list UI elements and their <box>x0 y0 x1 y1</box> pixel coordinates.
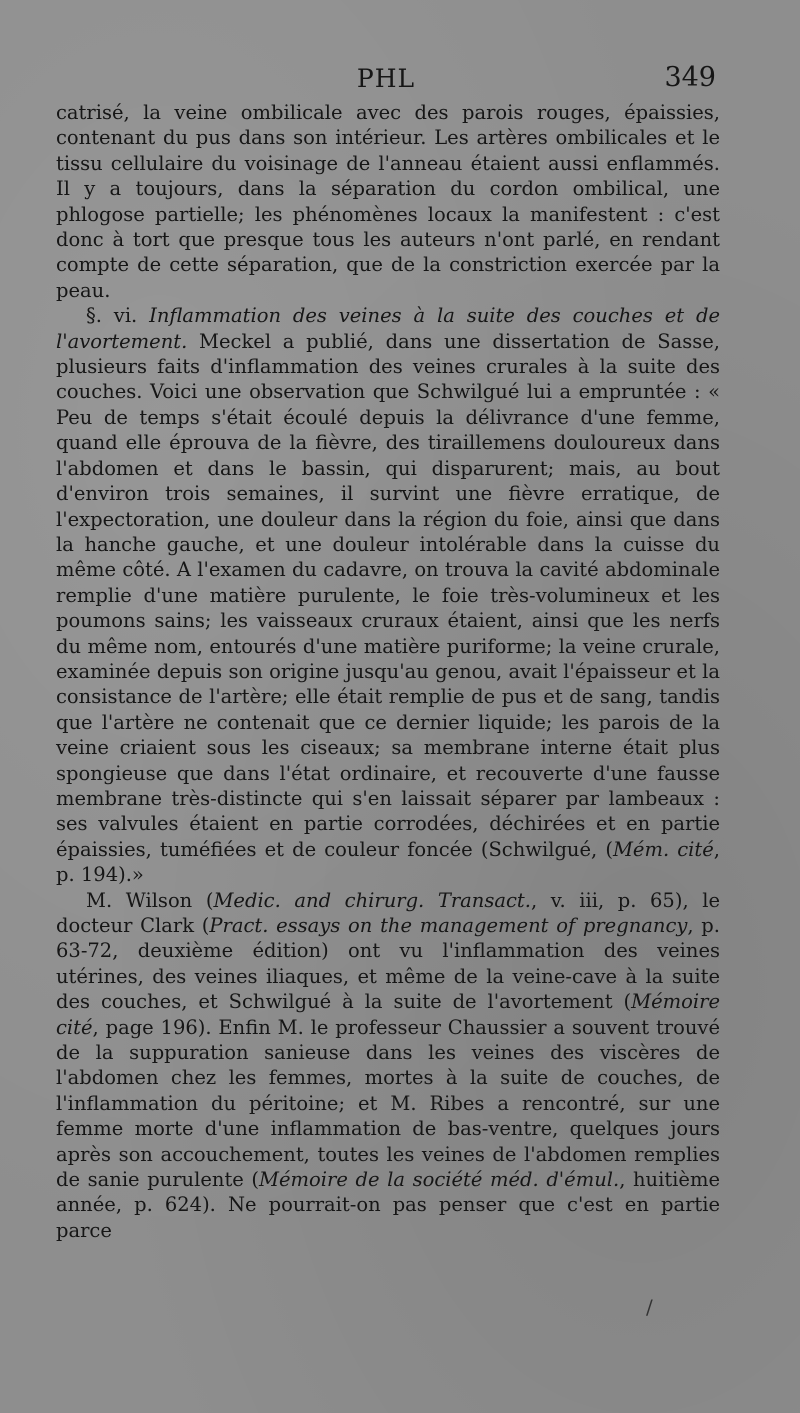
text-run: M. Wilson ( <box>86 888 214 912</box>
italic-citation: Pract. essays on the management of pregnancy <box>209 914 688 937</box>
stray-mark: / <box>646 1295 653 1319</box>
text-run: , v. iii, p. 65), le docteur Clark ( <box>56 888 721 937</box>
paragraph-2 <box>56 303 720 887</box>
paragraph-1 <box>56 100 720 303</box>
page-header <box>56 60 716 96</box>
body-text <box>56 100 720 1243</box>
text-run: , p. 194).» <box>56 837 720 887</box>
running-head: PHL <box>356 64 416 93</box>
text-run: Meckel a publié, dans une dissertation de Sasse, plusieurs faits d'inflammation des veines crurales à la suite des couches. Voici une observation que Schwilgué lui a empruntée : « Peu de temps s'était écoulé depuis la délivrance d'une femme, quand elle éprouva de la fièvre, des tiraillemens douloureux dans l'abdomen et dans le bassin, qui disparurent; mais, au bout d'environ trois semaines, il survint une fièvre erratique, de l'expectoration, une douleur dans la région du foie, ainsi que dans la hanche gauche, et une douleur intolérable dans la cuisse du même côté. A l'examen du cadavre, on trouva la cavité abdominale remplie d'une matière purulente, le foie très-volumineux et les poumons sains; les vaisseaux cruraux étaient, ainsi que les nerfs du même nom, entourés d'une matière puriforme; la veine crurale, examinée depuis son origine jusqu'au genou, avait l'épaisseur et la consistance de l'artère; elle était remplie de pus et de sang, tandis que l'artère ne contenait que ce dernier liquide; les parois de la veine criaient sous les ciseaux; sa membrane interne était plus spongieuse que dans l'état ordinaire, et recouverte d'une fausse membrane très-distincte qui s'en laissait séparer par lambeaux : ses valvules étaient en partie corrodées, déchirées et en partie épaissies, tuméfiées et de couleur foncée (Schwilgué, ( <box>56 329 720 861</box>
text-run: catrisé, la veine ombilicale avec des parois rouges, épaissies, contenant du pus dans son intérieur. Les artères ombilicales et le tissu cellulaire du voisinage de l'anneau étaient aussi enflammés. Il y a toujours, dans la séparation du cordon ombilical, une phlogose partielle; les phénomènes locaux la manifestent : c'est donc à tort que presque tous les auteurs n'ont parlé, en rendant compte de cette séparation, que de la constriction exercée par la peau. <box>56 101 720 302</box>
text-run: §. vi. <box>86 304 150 328</box>
text-run: , p. 63-72, deuxième édition) ont vu l'inflammation des veines utérines, des veines iliaques, et même de la veine-cave à la suite des couches, et Schwilgué à la suite de l'avortement ( <box>56 914 720 1014</box>
text-run: , huitième année, p. 624). Ne pourrait-on pas penser que c'est en partie parce <box>56 1168 720 1242</box>
italic-citation: Inflammation des veines à la suite des couches et de l'avortement. <box>56 304 720 353</box>
italic-citation: Medic. and chirurg. Transact. <box>213 888 531 912</box>
italic-citation: Mém. cité <box>612 837 714 861</box>
italic-citation: Mémoire cité <box>56 990 720 1039</box>
page-number: 349 <box>664 62 716 93</box>
italic-citation: Mémoire de la société méd. d'émul. <box>259 1168 620 1192</box>
paragraph-3 <box>56 888 720 1244</box>
text-run: , page 196). Enfin M. le professeur Chaussier a souvent trouvé de la suppuration sanieuse dans les veines des viscères de l'abdomen chez les femmes, mortes à la suite de couches, de l'inflammation du péritoine; et M. Ribes a rencontré, sur une femme morte d'une inflammation de bas-ventre, quelques jours après son accouchement, toutes les veines de l'abdomen remplies de sanie purulente ( <box>56 1015 720 1192</box>
